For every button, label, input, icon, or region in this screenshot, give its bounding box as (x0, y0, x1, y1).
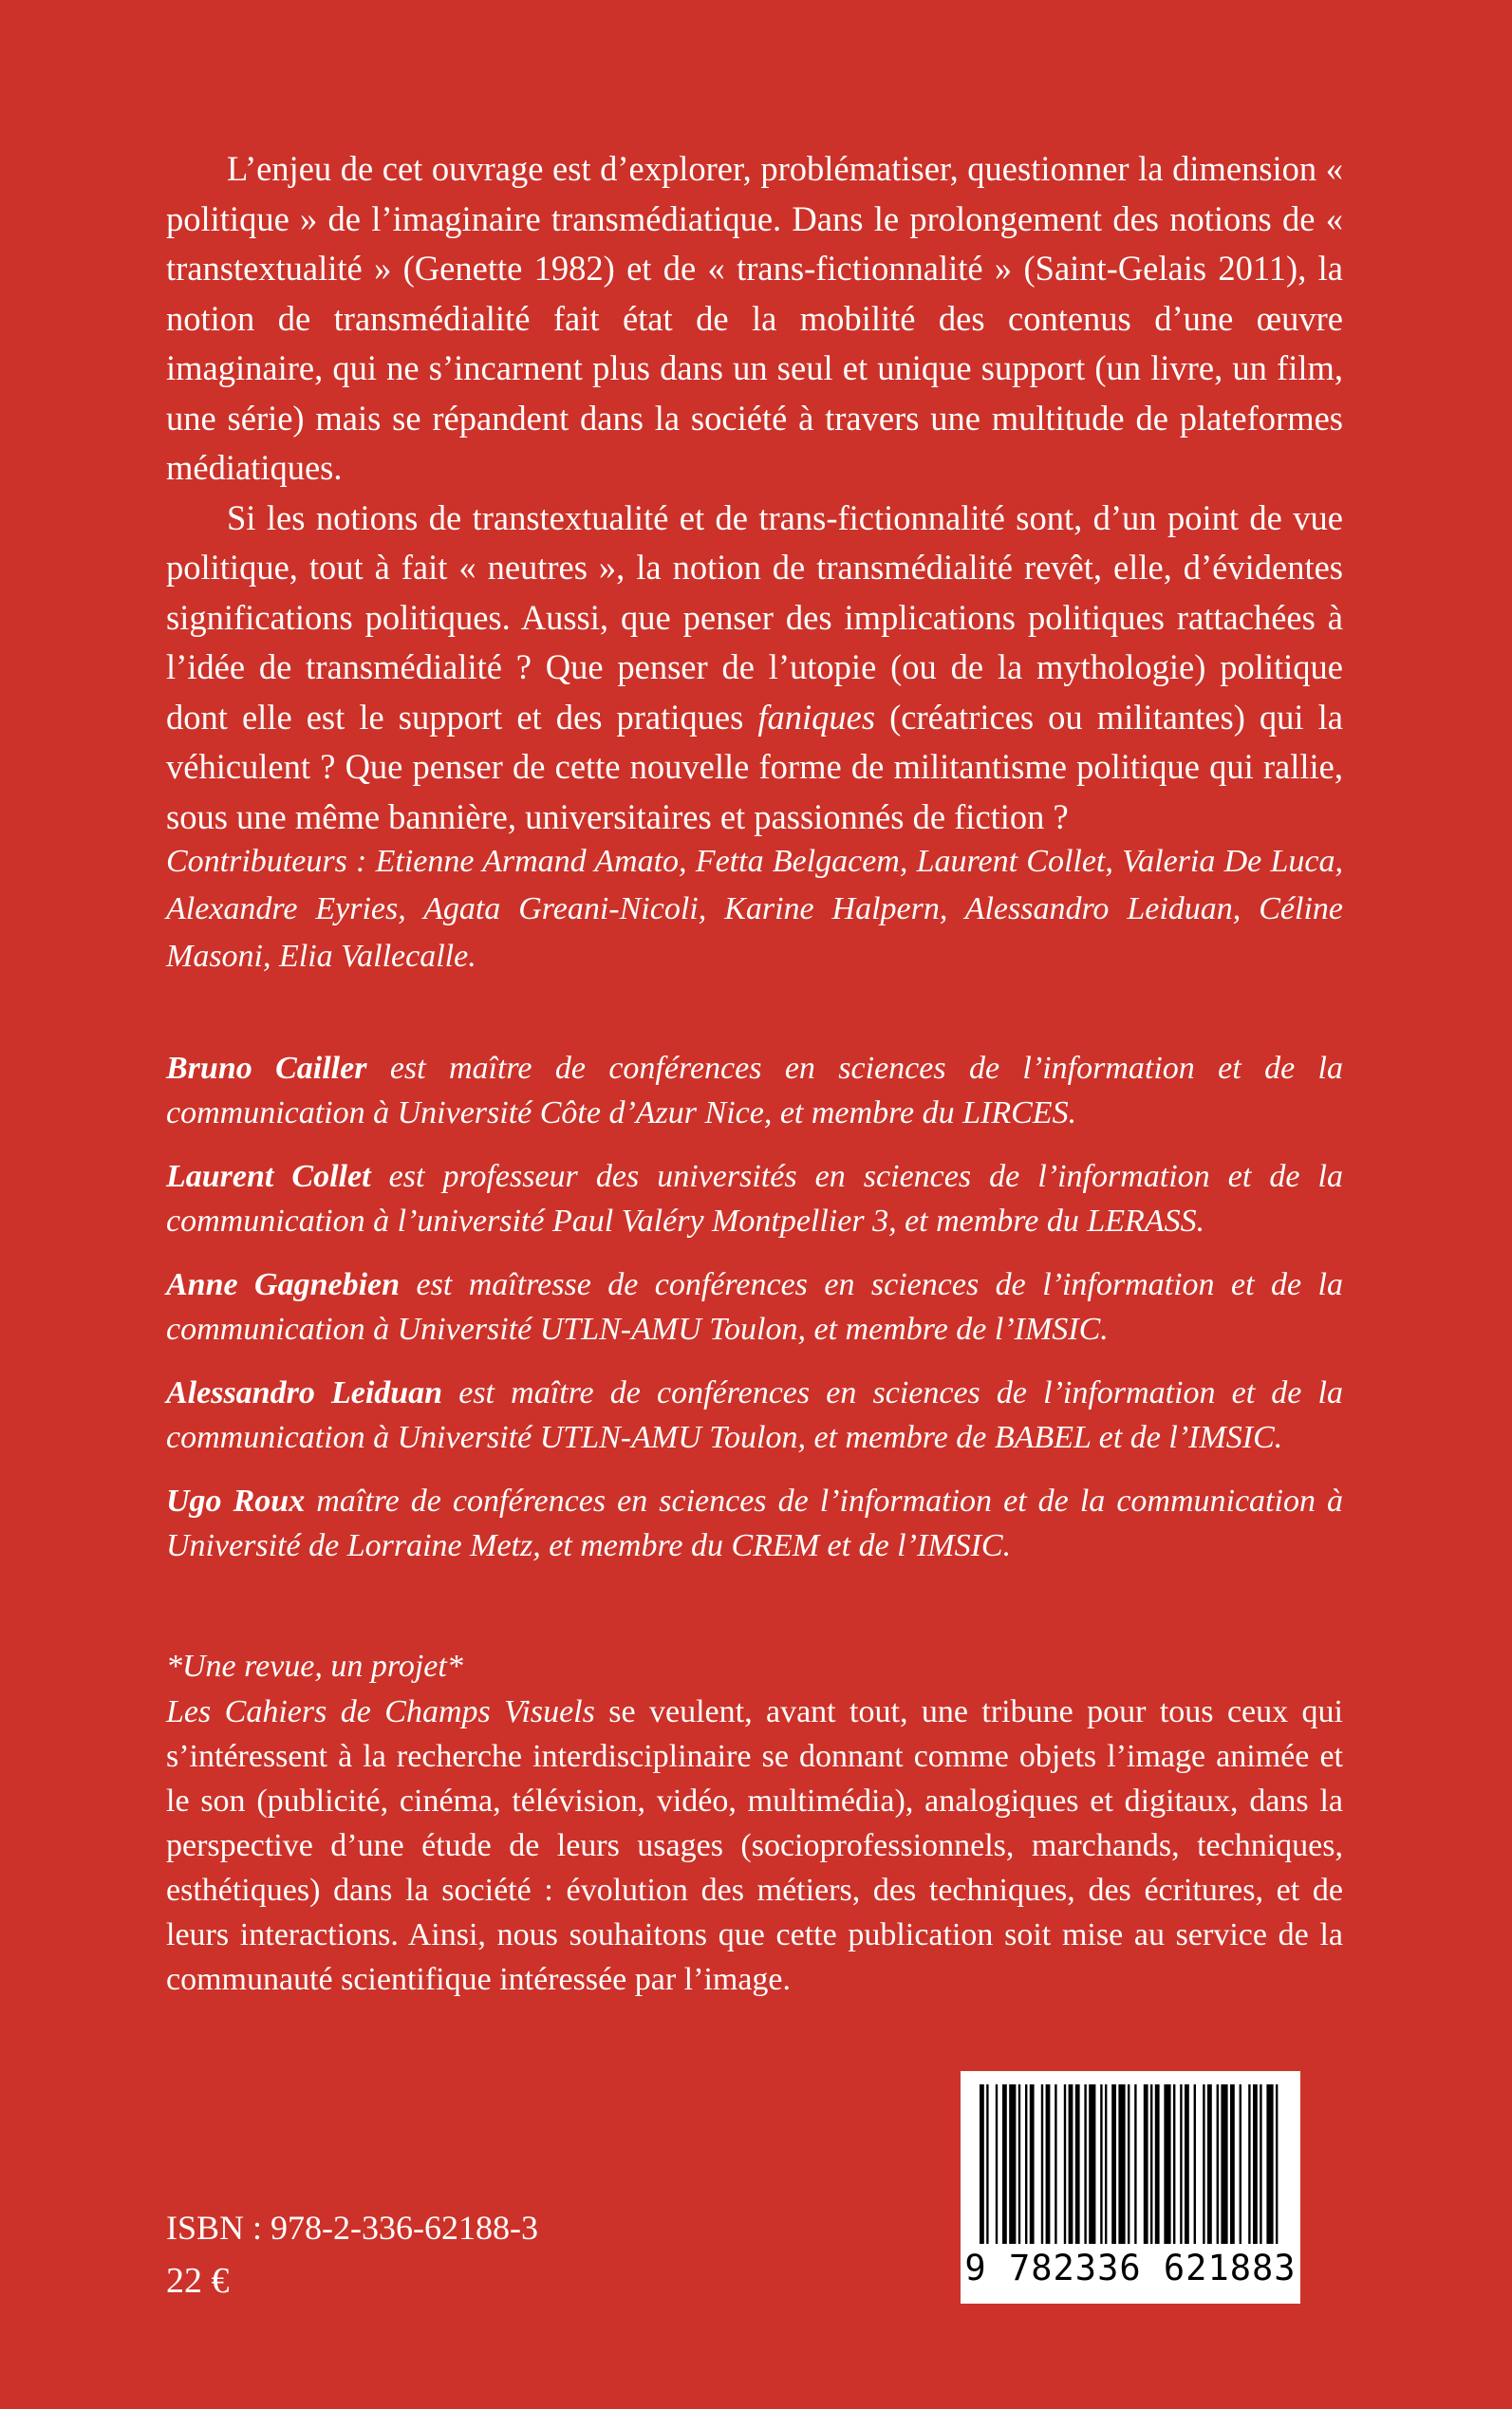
barcode-bar (1111, 2084, 1116, 2244)
revue-text: se veulent, avant tout, une tribune pour tous ceux qui s’intéressent à la recherche interdisciplinaire se donnant comme objets l’image animée et le son (publicité, cinéma, télévision, vidéo, multimédia), analogiques et digitaux, dans la perspective d’une étude de leurs usages (socioprofessionnels, marchands, techniques, esthétiques) dans la société : évolution des métiers, des techniques, des écritures, et de leurs interactions. Ainsi, nous souhaitons que cette publication soit mise au service de la communauté scientifique intéressée par l’image. (166, 1694, 1343, 1997)
barcode-bar (1266, 2084, 1273, 2244)
intro-paragraph-1: L’enjeu de cet ouvrage est d’explorer, problématiser, questionner la dimension « politique » de l’imaginaire transmédiatique. Dans le prolongement des notions de « transtextualité » (Genette 1982) et de « trans-fictionnalité » (Saint-Gelais 2011), la notion de transmédialité fait état de la mobilité des contenus d’une œuvre imaginaire, qui ne s’incarnent plus dans un seul et unique support (un livre, un film, une série) mais se répandent dans la société à travers une multitude de plateformes médiatiques. (166, 149, 1343, 487)
barcode-bar (1105, 2084, 1107, 2244)
barcode-digits: 9 782336 621883 (964, 2248, 1297, 2288)
barcode-bar (1207, 2084, 1212, 2244)
contributors: Contributeurs : Etienne Armand Amato, Fetta Belgacem, Laurent Collet, Valeria De Luca, Alexandre Eyries, Agata Greani-Nicoli, Karine Halpern, Alessandro Leiduan, Céline Masoni, Elia Vallecalle. (166, 844, 1343, 974)
barcode-bar (1230, 2084, 1235, 2244)
intro-p2-part-a: Si les notions de transtextualité et de trans-fictionnalité sont, d’un point de vue politique, tout à fait « neutres », la notion de transmédialité revêt, elle, d’évidentes significations politiques. Aussi, que penser des implications politiques rattachées à l’idée de transmédialité ? Que penser de l’utopie (ou de la mythologie) politique dont elle est le support et des pratiques (166, 497, 1343, 737)
description (166, 144, 1343, 842)
barcode-bar (1253, 2084, 1258, 2244)
barcode-bar (1009, 2084, 1016, 2244)
barcode-bar (1018, 2084, 1020, 2244)
bio-name: Laurent Collet (166, 1159, 371, 1194)
bio (166, 1046, 1343, 1135)
bio-text: est professeur des universités en sciences de l’information et de la communication à l’université Paul Valéry Montpellier 3, et membre du LERASS. (166, 1159, 1343, 1239)
barcode-bar (1041, 2084, 1043, 2244)
barcode-bar (1248, 2084, 1250, 2244)
bio (166, 1262, 1343, 1352)
bio-text: est maître de conférences en sciences de l’information et de la communication à Université UTLN-AMU Toulon, et membre de BABEL et de l’IMSIC. (166, 1375, 1343, 1455)
barcode-bar (1025, 2084, 1027, 2244)
barcode-bar (1075, 2084, 1080, 2244)
barcode-bar (1155, 2084, 1160, 2244)
barcode-bar (1240, 2084, 1241, 2244)
author-bios (166, 1046, 1343, 1587)
bio (166, 1479, 1343, 1568)
barcode-bars (974, 2084, 1287, 2248)
barcode-bar (1217, 2084, 1219, 2244)
revue-title: *Une revue, un projet* (166, 1649, 463, 1684)
barcode-bar (1046, 2084, 1051, 2244)
barcode (961, 2071, 1300, 2304)
barcode-bar (1030, 2084, 1035, 2244)
bio-name: Ugo Roux (166, 1484, 306, 1519)
barcode-bar (1203, 2084, 1204, 2244)
barcode-bar (1144, 2084, 1148, 2244)
barcode-bar (1173, 2084, 1175, 2244)
intro-paragraph-2 (166, 494, 1343, 843)
barcode-bar (986, 2084, 988, 2244)
barcode-bar (1150, 2084, 1152, 2244)
journal-name: Les Cahiers de Champs Visuels (166, 1694, 595, 1729)
revue-body (166, 1690, 1343, 2002)
barcode-bar (1089, 2084, 1095, 2244)
barcode-bar (1164, 2084, 1170, 2244)
barcode-bar (1194, 2084, 1196, 2244)
barcode-bar (1134, 2084, 1136, 2244)
revue-section (166, 1644, 1343, 2002)
bio-name: Alessandro Leiduan (166, 1375, 443, 1410)
barcode-bar (1128, 2084, 1129, 2244)
barcode-bar (1064, 2084, 1066, 2244)
intro-p2-part-b: (créatrices ou militantes) qui la véhiculent ? Que penser de cette nouvelle forme de militantisme politique qui rallie, sous une même bannière, universitaires et passionnés de fiction ? (166, 697, 1343, 836)
barcode-bar (1100, 2084, 1102, 2244)
barcode-bar (1118, 2084, 1125, 2244)
bio (166, 1154, 1343, 1243)
barcode-bar (996, 2084, 998, 2244)
isbn: ISBN : 978-2-336-62188-3 (166, 2209, 538, 2247)
bio-name: Anne Gagnebien (166, 1267, 401, 1302)
barcode-bar (1055, 2084, 1056, 2244)
barcode-bar (1180, 2084, 1182, 2244)
barcode-bar (1221, 2084, 1227, 2244)
bio-text: est maîtresse de conférences en sciences de l’information et de la communication à Université UTLN-AMU Toulon, et membre de l’IMSIC. (166, 1267, 1343, 1347)
bio-text: maître de conférences en sciences de l’information et de la communication à Université de Lorraine Metz, et membre du CREM et de l’IMSIC. (166, 1484, 1344, 1563)
barcode-bar (1084, 2084, 1086, 2244)
intro-p2-emphasis: faniques (757, 697, 876, 737)
barcode-bar (1276, 2084, 1278, 2244)
barcode-bar (1002, 2084, 1007, 2244)
barcode-bar (1069, 2084, 1073, 2244)
barcode-bar (1260, 2084, 1261, 2244)
price: 22 € (166, 2261, 230, 2301)
bio (166, 1371, 1343, 1460)
barcode-bar (1185, 2084, 1189, 2244)
bio-text: est maître de conférences en sciences de l’information et de la communication à Université Côte d’Azur Nice, et membre du LIRCES. (166, 1051, 1343, 1130)
bio-name: Bruno Cailler (166, 1051, 367, 1086)
barcode-bar (980, 2084, 984, 2244)
